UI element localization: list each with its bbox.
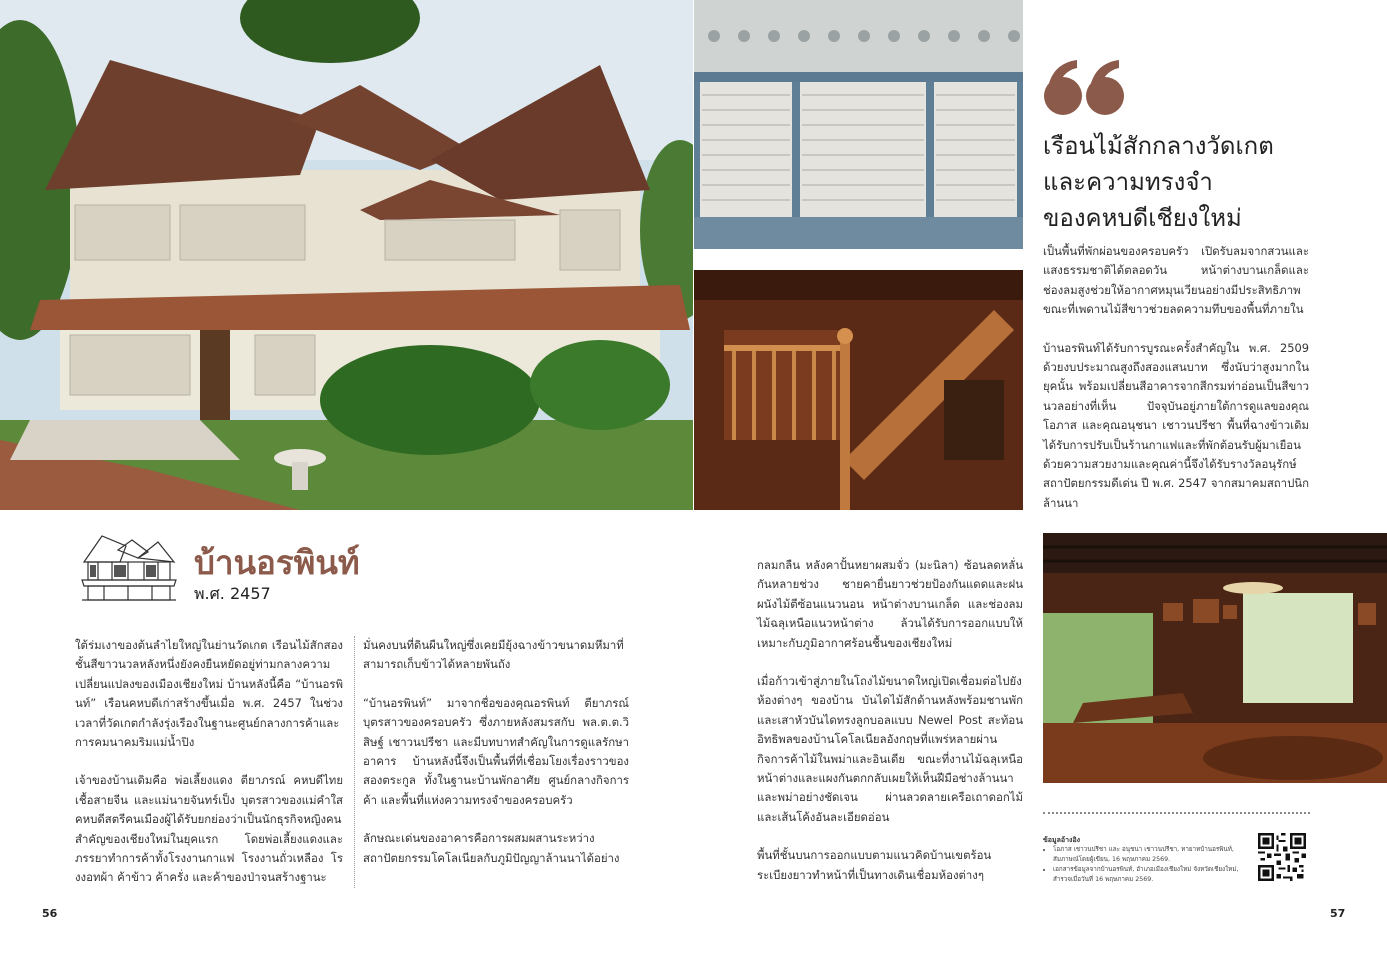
body-column-4 xyxy=(1043,242,1309,532)
page-number-left: 56 xyxy=(42,907,58,920)
body-column-3 xyxy=(757,556,1023,904)
paragraph: เจ้าของบ้านเดิมคือ พ่อเลี้ยงแดง ตียาภรณ์ คหบดีไทยเชื้อสายจีน และแม่นายจันทร์เป็ง บุตรสาวของแม่คำใส คหบดีสตรีคนเมืองผู้ได้รับยกย่องว่าเป็นนักธุรกิจหญิงคนสำคัญของเชียงใหม่ในยุคแรก โดยพ่อเลี้ยงแดงและภรรยาทำการค้าทั้งโรงงานกาแฟ โรงงานถั่วเหลือง โรงงอทผ้า ค้าข้าว ค้าครั่ง และค้าของป่าจนสร้างฐานะ xyxy=(75,773,343,885)
headline-line: ของคหบดีเชียงใหม่ xyxy=(1043,204,1242,232)
references-title: ข้อมูลอ้างอิง xyxy=(1043,836,1081,844)
paragraph: ใต้ร่มเงาของต้นลำไยใหญ่ในย่านวัดเกต เรือนไม้สักสองชั้นสีขาวนวลหลังหนึ่งยังคงยืนหยัดอยู่ท่ามกลางความเปลี่ยนแปลงของเมืองเชียงใหม่ บ้านหลังนี้คือ “บ้านอรพินท์” เรือนคหบดีเก่าสร้างขึ้นเมื่อ พ.ศ. 2457 ในช่วงเวลาที่วัดเกตกำลังรุ่งเรืองในฐานะศูนย์กลางการค้าและการคมนาคมริมแม่น้ำปิง xyxy=(75,638,343,750)
body-column-1 xyxy=(75,636,343,907)
headline-line: เรือนไม้สักกลางวัดเกต xyxy=(1043,132,1274,160)
interior-photo xyxy=(1043,533,1387,783)
paragraph: เมื่อก้าวเข้าสู่ภายในโถงไม้ขนาดใหญ่เปิดเชื่อมต่อไปยังห้องต่างๆ ของบ้าน บันไดไม้สักด้านหลังพร้อมชานพักและเสาหัวบันไดทรงลูกบอลแบบ Newel Post สะท้อนอิทธิพลของบ้านโคโลเนียลอังกฤษที่แพร่หลายผ่านกิจการค้าไม้ในพม่าและอินเดีย ขณะที่งานไม้ฉลุเหนือหน้าต่างและแผงกันตกกลับเผยให้เห็นฝีมือช่างล้านนาและพม่าอย่างชัดเจน ผ่านลวดลายเครือเถาดอกไม้ และเส้นโค้งอันละเอียดอ่อน xyxy=(757,674,1023,824)
paragraph: บ้านอรพินท์ได้รับการบูรณะครั้งสำคัญใน พ.ศ. 2509 ด้วยงบประมาณสูงถึงสองแสนบาท ซึ่งนับว่าสูงมากในยุคนั้น พร้อมเปลี่ยนสีอาคารจากสีกรมท่าอ่อนเป็นสีขาวนวลอย่างที่เห็น ปัจจุบันอยู่ภายใต้การดูแลของคุณโอภาส และคุณอนุชนา เชาวนปรีชา พื้นที่ฉางข้าวเดิมได้รับการปรับเป็นร้านกาแฟและที่พักต้อนรับผู้มาเยือน ด้วยความสวยงามและคุณค่านี้จึงได้รับรางวัลอนุรักษ์สถาปัตยกรรมดีเด่น ปี พ.ศ. 2547 จากสมาคมสถาปนิกล้านนา xyxy=(1043,340,1309,510)
paragraph: ลักษณะเด่นของอาคารคือการผสมผสานระหว่างสถาปัตยกรรมโคโลเนียลกับภูมิปัญญาล้านนาได้อย่าง xyxy=(363,831,620,865)
paragraph: เป็นพื้นที่พักผ่อนของครอบครัว เปิดรับลมจากสวนและแสงธรรมชาติได้ตลอดวัน หน้าต่างบานเกล็ดและช่องลมสูงช่วยให้อากาศหมุนเวียนอย่างมีประสิทธิภาพ ขณะที่เพดานไม้สีขาวช่วยลดความทึบของพื้นที่ภายใน xyxy=(1043,244,1309,317)
column-divider xyxy=(354,636,355,888)
paragraph: พื้นที่ชั้นบนการออกแบบตามแนวคิดบ้านเขตร้อน ระเบียงยาวทำหน้าที่เป็นทางเดินเชื่อมห้องต่างๆ xyxy=(757,848,992,882)
staircase-photo xyxy=(694,270,1023,510)
body-column-2 xyxy=(363,636,629,887)
house-sketch-icon xyxy=(78,532,178,604)
house-exterior-photo xyxy=(0,0,693,510)
article-year: พ.ศ. 2457 xyxy=(194,584,271,603)
references-list xyxy=(1043,845,1258,885)
paragraph: มั่นคงบนที่ดินผืนใหญ่ซึ่งเคยมียุ้งฉางข้าวขนาดมหึมาที่สามารถเก็บข้าวได้หลายพันถัง xyxy=(363,638,624,672)
headline-line: และความทรงจำ xyxy=(1043,168,1213,196)
references-divider xyxy=(1043,812,1310,814)
reference-item: • เอกสารข้อมูลจากบ้านอรพินท์, อำเภอเมืองเชียงใหม่ จังหวัดเชียงใหม่, สำรวจเมื่อวันที่ 16 พฤษภาคม 2569. xyxy=(1053,865,1258,885)
louver-window-photo xyxy=(694,0,1023,249)
paragraph: “บ้านอรพินท์” มาจากชื่อของคุณอรพินท์ ตียาภรณ์ บุตรสาวของครอบครัว ซึ่งภายหลังสมรสกับ พล.ต.ต.วิสิษฐ์ เชาวนปรีชา และมีบทบาทสำคัญในการดูแลรักษาอาคาร บ้านหลังนี้จึงเป็นพื้นที่ที่เชื่อมโยงเรื่องราวของสองตระกูล ทั้งในฐานะบ้านพักอาศัย ศูนย์กลางกิจการค้า และพื้นที่แห่งความทรงจำของครอบครัว xyxy=(363,695,629,807)
qr-code-icon[interactable] xyxy=(1258,833,1306,881)
quote-icon xyxy=(1043,58,1127,118)
pull-headline xyxy=(1043,128,1343,236)
article-title: บ้านอรพินท์ xyxy=(194,543,360,582)
page-number-right: 57 xyxy=(1330,907,1346,920)
paragraph: กลมกลืน หลังคาปั้นหยาผสมจั่ว (มะนิลา) ซ้อนลดหลั่นกันหลายช่วง ชายคายื่นยาวช่วยป้องกันแดดและฝน ผนังไม้ตีซ้อนแนวนอน หน้าต่างบานเกล็ด และช่องลมไม้ฉลุเหนือแนวหน้าต่าง ล้วนได้รับการออกแบบให้เหมาะกับภูมิอากาศร้อนชื้นของเชียงใหม่ xyxy=(757,558,1023,650)
reference-item: • โอภาส เชาวนปรีชา และ อนุชนา เชาวนปรีชา, ทายาทบ้านอรพินท์, สัมภาษณ์โดยผู้เขียน, 16 พฤษภาคม 2569. xyxy=(1053,845,1258,865)
